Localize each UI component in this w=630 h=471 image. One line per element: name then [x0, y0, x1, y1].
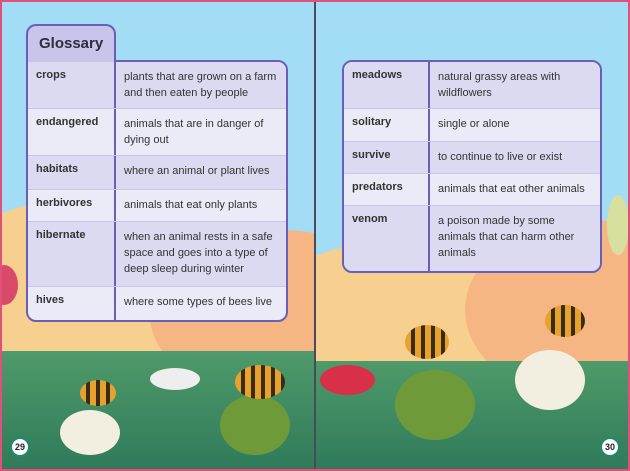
flower-illustration [395, 370, 475, 440]
glossary-term: meadows [344, 62, 430, 108]
bee-illustration [405, 325, 449, 359]
glossary-row [344, 62, 600, 108]
poppy-illustration [320, 365, 375, 395]
glossary-row [28, 108, 286, 155]
glossary-term: habitats [28, 156, 116, 189]
glossary-definition: animals that eat only plants [124, 199, 258, 211]
flower-illustration [60, 410, 120, 455]
bee-illustration [80, 380, 116, 406]
glossary-table-right [342, 60, 602, 273]
glossary-definition: natural grassy areas with wildflowers [438, 71, 561, 99]
flower-illustration [220, 395, 290, 455]
page-number: 29 [10, 437, 30, 457]
glossary-row [344, 141, 600, 173]
glossary-table-left [26, 60, 288, 322]
glossary-term: survive [344, 142, 430, 173]
glossary-row [28, 189, 286, 221]
flower-illustration [515, 350, 585, 410]
glossary-definition: where an animal or plant lives [124, 165, 270, 177]
bee-illustration [545, 305, 585, 337]
glossary-definition: a poison made by some animals that can harm other animals [438, 215, 575, 259]
page-number: 30 [600, 437, 620, 457]
glossary-definition: plants that are grown on a farm and then eaten by people [124, 71, 277, 99]
glossary-term: endangered [28, 109, 116, 155]
glossary-definition: when an animal rests in a safe space and goes into a type of deep sleep during winter [124, 231, 273, 275]
glossary-definition: animals that are in danger of dying out [124, 118, 264, 146]
glossary-row [28, 286, 286, 320]
glossary-row [344, 205, 600, 271]
right-page [315, 0, 630, 471]
glossary-definition: single or alone [438, 118, 510, 130]
flower-illustration [150, 368, 200, 390]
glossary-term: solitary [344, 109, 430, 141]
glossary-term: crops [28, 62, 116, 108]
glossary-definition: to continue to live or exist [438, 151, 563, 163]
glossary-definition: where some types of bees live [124, 296, 272, 308]
glossary-row [28, 155, 286, 189]
glossary-row [28, 62, 286, 108]
glossary-term: hibernate [28, 222, 116, 286]
flower-illustration [607, 195, 629, 255]
book-spine [314, 0, 316, 471]
bee-illustration [235, 365, 285, 399]
glossary-title: Glossary [26, 24, 116, 62]
glossary-row [344, 173, 600, 205]
glossary-row [344, 108, 600, 141]
glossary-definition: animals that eat other animals [438, 183, 585, 195]
glossary-row [28, 221, 286, 286]
glossary-term: hives [28, 287, 116, 320]
glossary-term: venom [344, 206, 430, 271]
glossary-term: predators [344, 174, 430, 205]
glossary-term: herbivores [28, 190, 116, 221]
